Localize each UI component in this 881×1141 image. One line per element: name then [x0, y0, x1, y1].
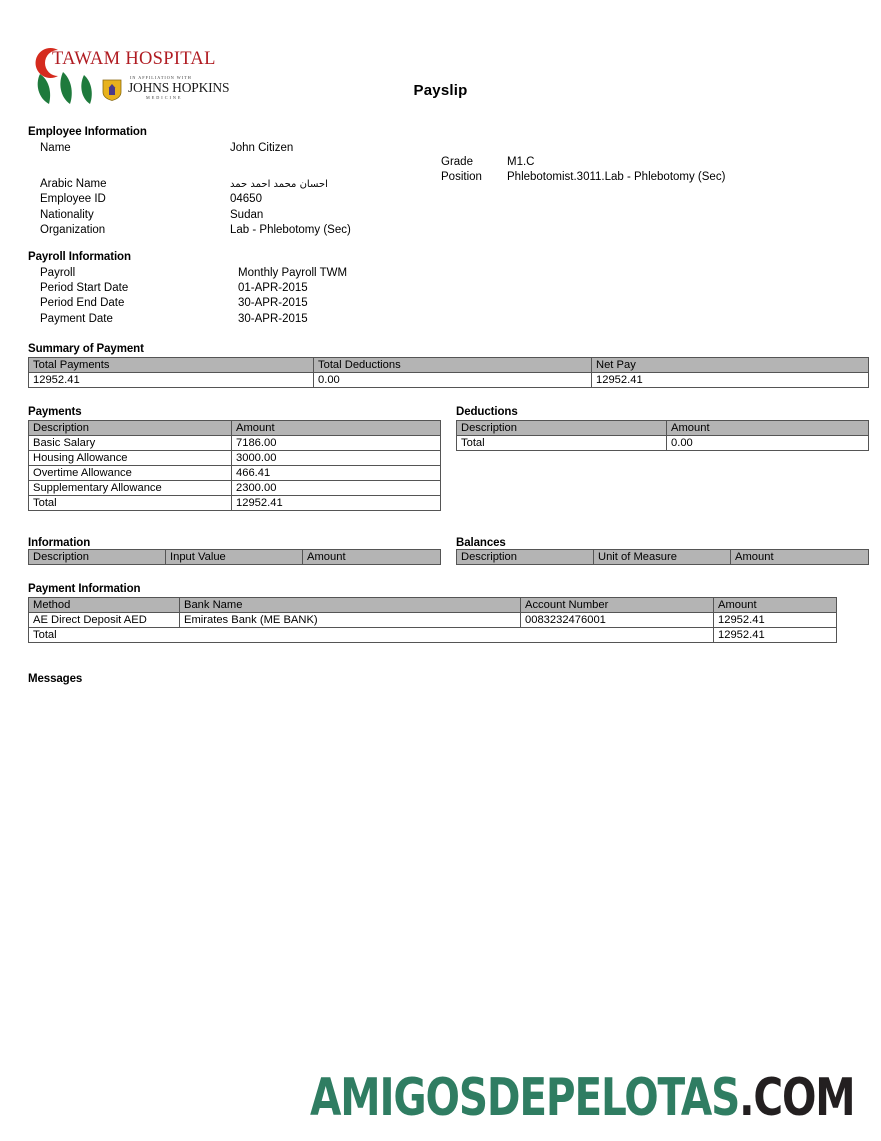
- column-header-amount: Amount: [667, 421, 869, 436]
- field-value: John Citizen: [230, 142, 294, 154]
- table-header-row: [457, 550, 869, 565]
- field-label: Employee ID: [40, 193, 106, 206]
- field-value: Monthly Payroll TWM: [238, 267, 348, 279]
- field-label: Payment Date: [40, 312, 113, 325]
- deductions-total-amount: 0.00: [667, 436, 869, 451]
- payments-total-label: Total: [29, 496, 232, 511]
- payment-bank-name: Emirates Bank (ME BANK): [180, 613, 521, 628]
- watermark-primary: AMIGOSDEPELOTAS: [310, 1068, 740, 1128]
- field-label: Nationality: [40, 208, 94, 221]
- table-total-row: [29, 628, 837, 643]
- employee-row-grade: [441, 155, 871, 170]
- payment-total-amount: 12952.41: [714, 628, 837, 643]
- field-label: Arabic Name: [40, 178, 107, 191]
- payment-amount: 7186.00: [232, 436, 441, 451]
- balances-table-wrap: [456, 549, 869, 565]
- employee-row-nationality: [40, 208, 440, 223]
- column-header-total-deductions: Total Deductions: [314, 358, 592, 373]
- summary-of-payment-table: [28, 357, 869, 388]
- deductions-heading: Deductions: [456, 406, 518, 418]
- table-total-row: [29, 496, 441, 511]
- value-total-payments: 12952.41: [29, 373, 314, 388]
- payments-table: [28, 420, 441, 511]
- payment-method: AE Direct Deposit AED: [29, 613, 180, 628]
- payroll-information-list: [40, 266, 440, 327]
- payment-information-table: [28, 597, 837, 643]
- hospital-name: TAWAM HOSPITAL: [52, 49, 216, 69]
- information-table-wrap: [28, 549, 441, 565]
- payment-account-number: 0083232476001: [521, 613, 714, 628]
- messages-heading: Messages: [28, 673, 83, 685]
- table-header-row: [29, 421, 441, 436]
- payment-amount: 3000.00: [232, 451, 441, 466]
- field-value: 01-APR-2015: [238, 282, 308, 295]
- spacer-row: [40, 156, 440, 177]
- table-row: [29, 373, 869, 388]
- column-header-description: Description: [457, 550, 594, 565]
- column-header-total-payments: Total Payments: [29, 358, 314, 373]
- field-value: احسان محمد احمد حمد: [230, 179, 328, 191]
- table-row: [29, 436, 441, 451]
- table-row: [29, 466, 441, 481]
- payroll-row-period-start-date: [40, 281, 440, 296]
- payments-heading: Payments: [28, 406, 82, 418]
- field-value: 30-APR-2015: [238, 297, 308, 310]
- column-header-description: Description: [29, 550, 166, 565]
- summary-of-payment-heading: Summary of Payment: [28, 343, 144, 355]
- column-header-description: Description: [29, 421, 232, 436]
- deductions-total-label: Total: [457, 436, 667, 451]
- table-header-row: [457, 421, 869, 436]
- watermark: [194, 1068, 881, 1128]
- information-table: [28, 549, 441, 565]
- column-header-input-value: Input Value: [166, 550, 303, 565]
- employee-row-position: [441, 170, 871, 185]
- payroll-information-heading: Payroll Information: [28, 251, 131, 263]
- payment-description: Basic Salary: [29, 436, 232, 451]
- table-row: [29, 481, 441, 496]
- field-label: Name: [40, 142, 71, 154]
- field-value: 30-APR-2015: [238, 312, 308, 325]
- payroll-row-payment-date: [40, 312, 440, 327]
- deductions-table-wrap: [456, 420, 869, 451]
- value-total-deductions: 0.00: [314, 373, 592, 388]
- payment-description: Overtime Allowance: [29, 466, 232, 481]
- table-row: [29, 613, 837, 628]
- payment-amount: 12952.41: [714, 613, 837, 628]
- employee-information-heading: Employee Information: [28, 126, 147, 138]
- field-value: Phlebotomist.3011.Lab - Phlebotomy (Sec): [507, 171, 726, 184]
- payment-total-label: Total: [29, 628, 714, 643]
- information-heading: Information: [28, 537, 91, 549]
- balances-table: [456, 549, 869, 565]
- field-label: Period End Date: [40, 297, 125, 310]
- employee-position-list: [441, 155, 871, 185]
- column-header-net-pay: Net Pay: [592, 358, 869, 373]
- table-total-row: [457, 436, 869, 451]
- page-title: Payslip: [413, 82, 468, 99]
- table-row: [29, 451, 441, 466]
- table-header-row: [29, 550, 441, 565]
- field-value: Lab - Phlebotomy (Sec): [230, 223, 351, 236]
- column-header-amount: Amount: [303, 550, 441, 565]
- employee-row-organization: [40, 223, 440, 238]
- deductions-table: [456, 420, 869, 451]
- employee-row-name: [40, 141, 440, 156]
- field-value: Sudan: [230, 208, 264, 221]
- value-net-pay: 12952.41: [592, 373, 869, 388]
- payment-amount: 466.41: [232, 466, 441, 481]
- employee-information-list: [40, 141, 440, 238]
- payroll-row-period-end-date: [40, 296, 440, 311]
- column-header-description: Description: [457, 421, 667, 436]
- column-header-bank-name: Bank Name: [180, 598, 521, 613]
- column-header-amount: Amount: [714, 598, 837, 613]
- payment-information-table-wrap: [28, 597, 837, 643]
- employee-row-employee-id: [40, 192, 440, 207]
- column-header-amount: Amount: [731, 550, 869, 565]
- table-header-row: [29, 598, 837, 613]
- balances-heading: Balances: [456, 537, 506, 549]
- field-label: Period Start Date: [40, 282, 129, 295]
- payments-table-wrap: [28, 420, 441, 511]
- payroll-row-payroll: [40, 266, 440, 281]
- column-header-method: Method: [29, 598, 180, 613]
- field-value: 04650: [230, 193, 262, 206]
- column-header-account-number: Account Number: [521, 598, 714, 613]
- watermark-suffix: .COM: [739, 1068, 855, 1128]
- partner-name: JOHNS HOPKINS: [128, 80, 230, 95]
- partner-subtitle: MEDICINE: [146, 95, 183, 100]
- column-header-unit-of-measure: Unit of Measure: [594, 550, 731, 565]
- payments-total-amount: 12952.41: [232, 496, 441, 511]
- affiliation-line: IN AFFILIATION WITH: [130, 75, 192, 80]
- employee-row-arabic-name: [40, 177, 440, 192]
- document-header: [0, 0, 881, 120]
- column-header-amount: Amount: [232, 421, 441, 436]
- field-label: Position: [441, 171, 482, 184]
- payment-description: Housing Allowance: [29, 451, 232, 466]
- summary-of-payment-table-wrap: [28, 357, 869, 388]
- table-header-row: [29, 358, 869, 373]
- field-label: Payroll: [40, 267, 76, 279]
- field-label: Grade: [441, 156, 473, 168]
- payment-amount: 2300.00: [232, 481, 441, 496]
- payment-information-heading: Payment Information: [28, 583, 141, 595]
- field-label: Organization: [40, 223, 106, 236]
- field-value: M1.C: [507, 156, 535, 168]
- payment-description: Supplementary Allowance: [29, 481, 232, 496]
